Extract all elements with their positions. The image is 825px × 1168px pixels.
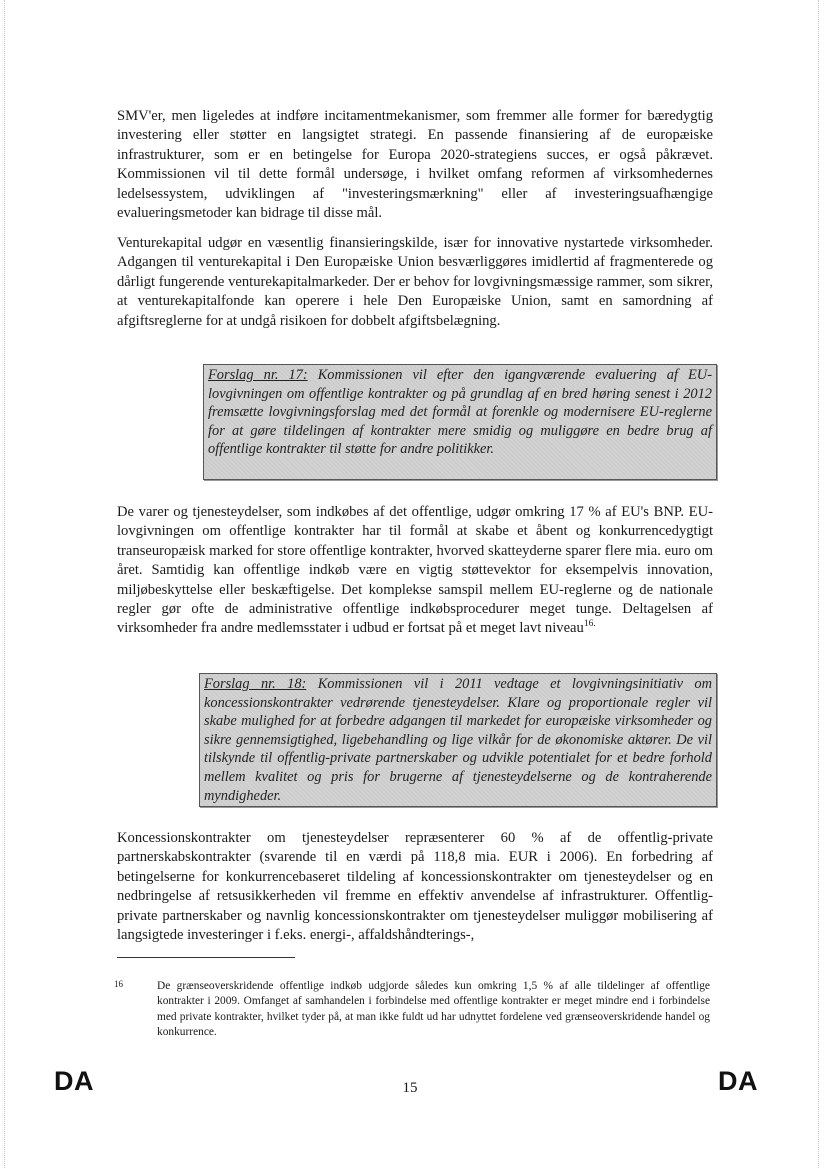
footnote-ref-16: 16. [583,619,596,630]
proposal-box-18 [199,673,717,807]
proposal-17-label: Forslag nr. 17: [208,367,308,383]
paragraph-2: Venturekapital udgør en væsentlig finansieringskilde, især for innovative nystartede virksomheder. Adgangen til venturekapital i Den Europæiske Union besværliggøres imidlertid af fragmenterede og dårligt fungerende venturekapitalmarkeder. Der er behov for lovgivningsmæssige rammer, som sikrer, at venturekapitalfonde kan operere i hele Den Europæiske Union, samt en samordning af afgiftsreglerne for at undgå risikoen for dobbelt afgiftsbelægning. [117,235,713,329]
proposal-17-text: Kommissionen vil efter den igangværende evaluering af EU-lovgivningen om offentlige kontrakter og på grundlag af en bred høring senest i 2012 fremsætte lovgivningsforslag med det formål at forenkle og modernisere EU-reglerne for at gøre tildelingen af kontrakter mere smidig og muliggøre en bedre brug af offentlige kontrakter til støtte for andre politikker. [208,367,712,458]
language-code-right: DA [718,1066,758,1096]
language-code-left: DA [54,1066,94,1096]
scan-edge-right [818,0,819,1168]
scan-edge-left [4,0,5,1168]
paragraph-3-text: De varer og tjenesteydelser, som indkøbes af det offentlige, udgør omkring 17 % af EU's BNP. EU-lovgivningen om offentlige kontrakter har til formål at skabe et åbent og konkurrencedygtigt transeuropæisk marked for store offentlige kontrakter, hvorved skatteyderne sparer flere mia. euro om året. Samtidig kan offentlige indkøb være en vigtig støttevektor for eksempelvis innovation, miljøbeskyttelse eller beskæftigelse. Det komplekse samspil mellem EU-reglerne og de nationale regler gør ofte de administrative offentlige indkøbsprocedurer meget tunge. Deltagelsen af virksomheder fra andre medlemsstater i udbud er fortsat på et meget lavt niveau [117,504,713,637]
footnote-number: 16 [114,979,123,989]
paragraph-3 [117,503,713,639]
page-number: 15 [402,1080,418,1096]
proposal-box-17 [203,364,717,480]
footnote-text: De grænseoverskridende offentlige indkøb udgjorde således kun omkring 1,5 % af alle tildelinger af offentlige kontrakter i 2009. Omfanget af samhandelen i forbindelse med offentlige kontrakter er meget mindre end i forbindelse med private kontrakter, hvilket tyder på, at man ikke fuldt ud har udnyttet fordelene ved grænseoverskridende handel og konkurrence. [157,980,710,1039]
proposal-18-label: Forslag nr. 18: [204,676,307,692]
paragraph-4: Koncessionskontrakter om tjenesteydelser repræsenterer 60 % af de offentlig-private partnerskabskontrakter (svarende til en værdi på 118,8 mia. EUR i 2006). En forbedring af betingelserne for konkurrencebaseret tildeling af koncessionskontrakter om tjenesteydelser og en nedbringelse af retsusikkerheden vil fremme en effektiv anvendelse af infrastrukturer. Offentlig-private partnerskaber og navnlig koncessionskontrakter om tjenesteydelser muliggør mobilisering af langsigtede investeringer i f.eks. energi-, affaldshåndterings-, [117,830,713,944]
footnote-separator [117,957,295,958]
proposal-18-text: Kommissionen vil i 2011 vedtage et lovgivningsinitiativ om koncessionskontrakter vedrørende tjenesteydelser. Klare og proportionale regler vil skabe mulighed for at forbedre adgangen til markedet for europæiske virksomheder og sikre gennemsigtighed, ligebehandling og lige vilkår for de økonomiske aktører. De vil tilskynde til offentlig-private partnerskaber og udvikle potentialet for et bedre forhold mellem kvalitet og pris for brugerne af tjenesteydelserne og de kontraherende myndigheder. [204,676,712,804]
paragraph-1: SMV'er, men ligeledes at indføre incitamentmekanismer, som fremmer alle former for bæredygtig investering eller støtter en langsigtet strategi. En passende finansiering af de europæiske infrastrukturer, som er en betingelse for Europa 2020-strategiens succes, er også påkrævet. Kommissionen vil til dette formål undersøge, i hvilket omfang reformen af virksomhedernes ledelsessystem, udviklingen af "investeringsmærkning" eller af investeringsuafhængige evalueringsmetoder kan bidrage til disse mål. [117,108,713,222]
